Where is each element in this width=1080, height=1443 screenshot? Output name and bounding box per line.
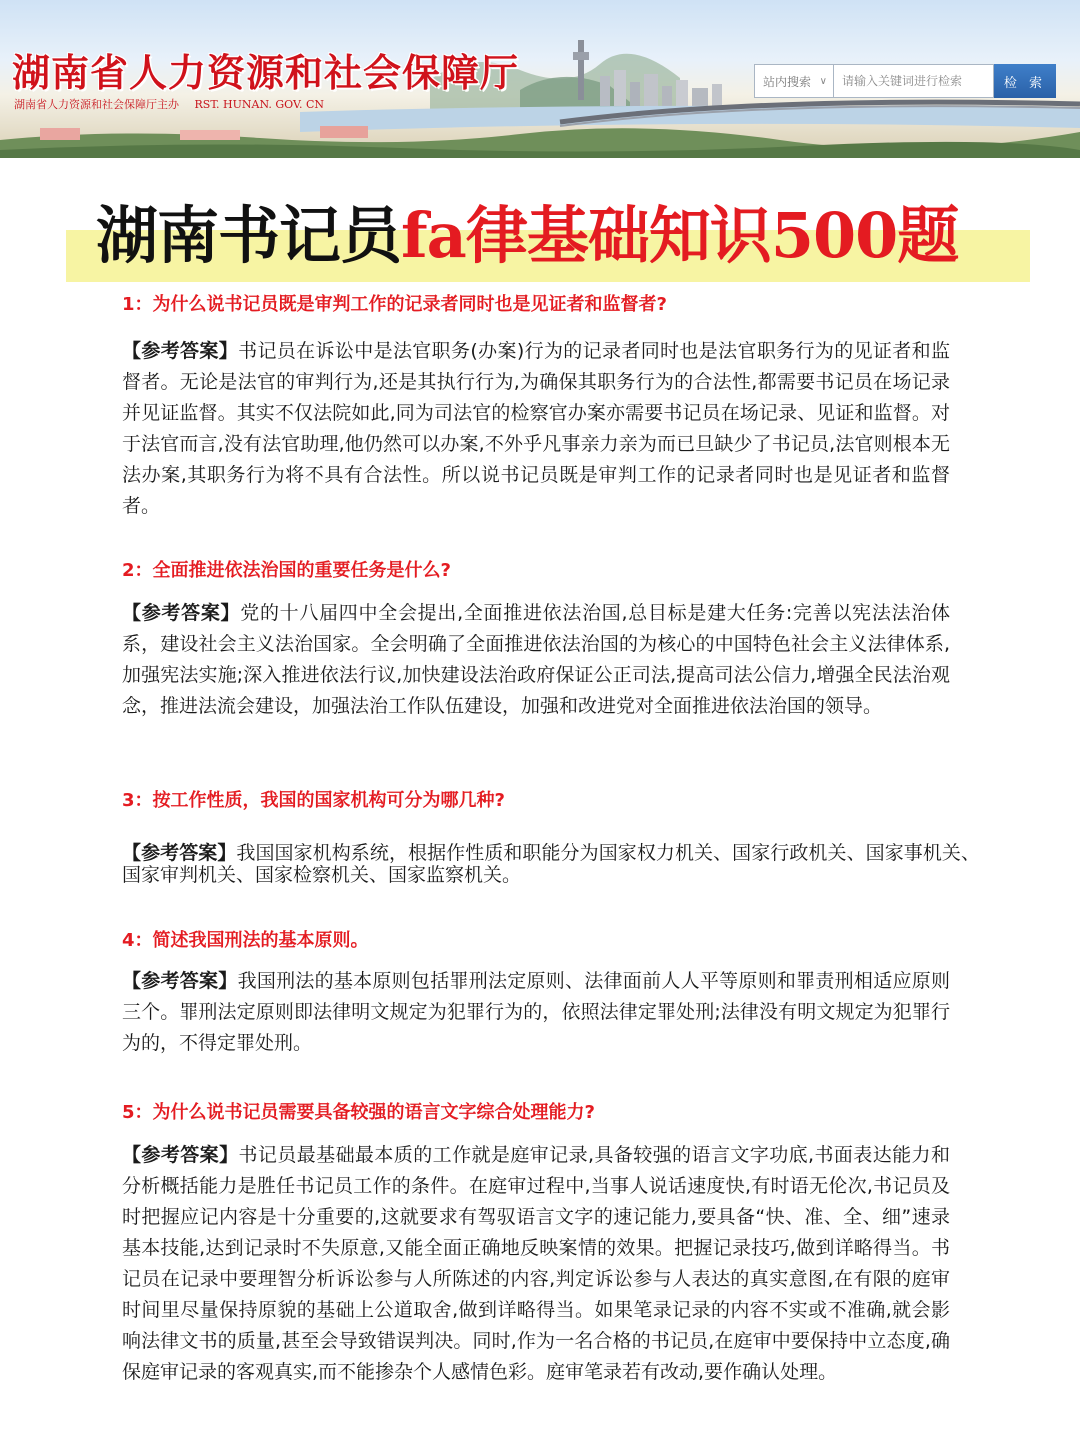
site-title: 湖南省人力资源和社会保障厅 [12,51,520,95]
site-url: RST. HUNAN. GOV. CN [194,98,325,111]
answer-text: 书记员在诉讼中是法官职务(办案)行为的记录者同时也是法官职务行为的见证者和监督者。无论是法官的审判行为,还是其执行行为,为确保其职务行为的合法性,都需要书记员在场记录并见证监督。其实不仅法院如此,同为司法官的检察官办案亦需要书记员在场记录、见证和监督。对于法官而言,没有法官助理,他仍然可以办案,不外乎凡事亲力亲为而已旦缺少了书记员,法官则根本无法办案,其职务行为将不具有合法性。所以说书记员既是审判工作的记录者同时也是见证者和监督者。 [122,340,950,517]
search-scope-label: 站内搜索 [763,74,812,89]
answer-text: 我国刑法的基本原则包括罪刑法定原则、法律面前人人平等原则和罪责刑相适应原则三个。罪刑法定原则即法律明文规定为犯罪行为的，依照法律定罪处刑;法律没有明文规定为犯罪行为的，不得定罪处刑。 [122,970,950,1054]
answer-5 [122,1140,950,1388]
answer-text: 党的十八届四中全会提出,全面推进依法治国,总目标是建大任务:完善以宪法法治体系，建设社会主义法治国家。全会明确了全面推进依法治国的为核心的中国特色社会主义法律体系,加强宪法实施;深入推进依法行议,加快建设法治政府保证公正司法,提高司法公信力,增强全民法治观念，推进法流会建设，加强法治工作队伍建设，加强和改进党对全面推进依法治国的领导。 [122,602,950,717]
question-4: 4：简述我国刑法的基本原则。 [122,930,369,951]
site-subtitle-text: 湖南省人力资源和社会保障厅主办 [14,98,179,111]
answer-tag: 【参考答案】 [122,970,238,992]
search-scope-dropdown[interactable] [754,64,834,98]
page-title-red: fa律基础知识500题 [401,199,959,272]
answer-text: 书记员最基础最本质的工作就是庭审记录,具备较强的语言文字功底,书面表达能力和分析概括能力是胜任书记员工作的条件。在庭审过程中,当事人说话速度快,有时语无伦次,书记员及时把握应记内容是十分重要的,这就要求有驾驭语言文字的速记能力,要具备“快、准、全、细”速录基本技能,达到记录时不失原意,又能全面正确地反映案情的效果。把握记录技巧,做到详略得当。书记员在记录中要理智分析诉讼参与人所陈述的内容,判定诉讼参与人表达的真实意图,在有限的庭审时间里尽量保持原貌的基础上公道取舍,做到详略得当。如果笔录记录的内容不实或不准确,就会影响法律文书的质量,甚至会导致错误判决。同时,作为一名合格的书记员,在庭审中要保持中立态度,确保庭审记录的客观真实,而不能掺杂个人感情色彩。庭审笔录若有改动,要作确认处理。 [122,1144,950,1383]
chevron-down-icon: ∨ [819,75,827,87]
page-title-black: 湖南书记员 [96,199,402,272]
search-button[interactable]: 检 索 [994,64,1056,98]
question-2: 2：全面推进依法治国的重要任务是什么? [122,560,451,581]
question-1: 1：为什么说书记员既是审判工作的记录者同时也是见证者和监督者? [122,294,667,315]
question-5: 5：为什么说书记员需要具备较强的语言文字综合处理能力? [122,1102,595,1123]
search-bar [754,64,1068,98]
answer-3 [122,842,980,886]
answer-tag: 【参考答案】 [122,842,237,864]
answer-tag: 【参考答案】 [122,340,239,362]
site-subtitle [14,96,324,112]
answer-tag: 【参考答案】 [122,1144,239,1166]
site-banner [0,0,1080,158]
answer-1 [122,336,950,522]
answer-text: 我国国家机构系统，根据作性质和职能分为国家权力机关、国家行政机关、国家事机关、国家审判机关、国家检察机关、国家监察机关。 [122,842,980,886]
answer-2 [122,598,950,722]
page-title [96,196,958,276]
search-input[interactable] [834,64,994,98]
question-3: 3：按工作性质，我国的国家机构可分为哪几种? [122,790,505,811]
answer-4 [122,966,950,1059]
answer-tag: 【参考答案】 [122,602,241,624]
